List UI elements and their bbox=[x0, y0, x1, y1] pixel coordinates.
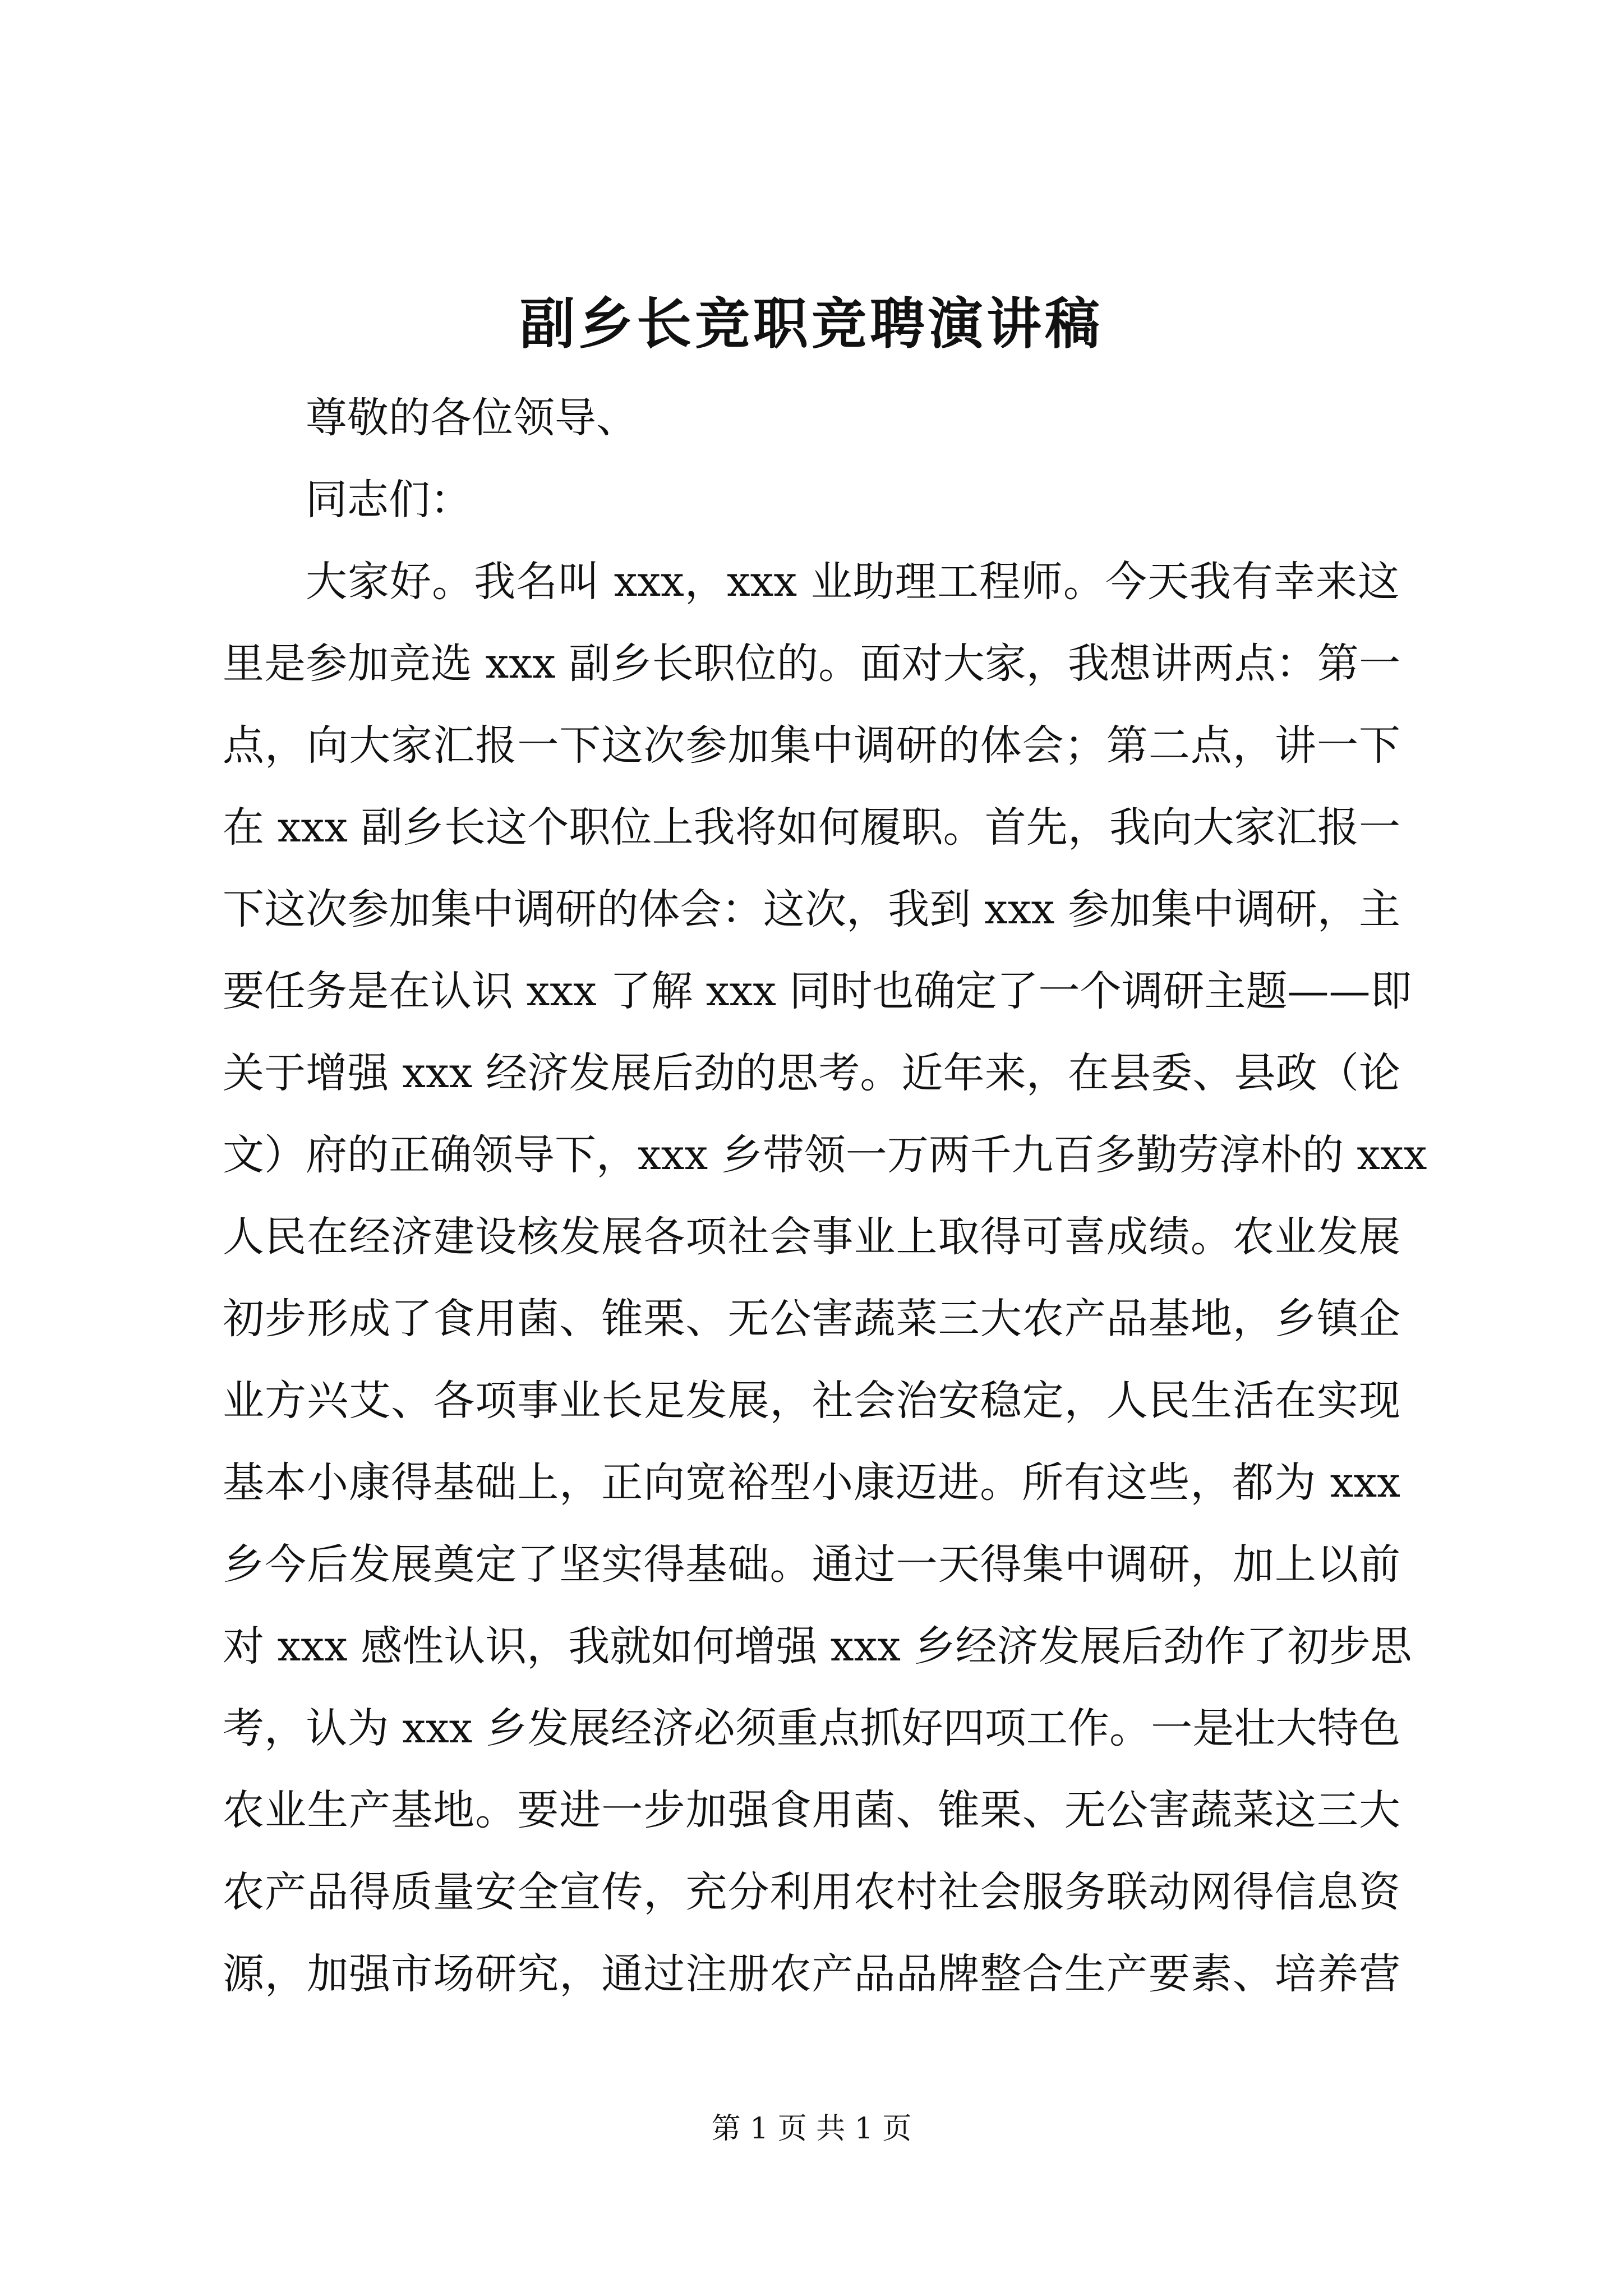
page-footer: 第 1 页 共 1 页 bbox=[711, 2112, 912, 2146]
body-line: 关于增强 xxx 经济发展后劲的思考。近年来，在县委、县政（论 bbox=[223, 1049, 1400, 1097]
salutation-line: 同志们： bbox=[306, 476, 472, 524]
body-line: 要任务是在认识 xxx 了解 xxx 同时也确定了一个调研主题——即 bbox=[223, 967, 1412, 1015]
body-line: 对 xxx 感性认识，我就如何增强 xxx 乡经济发展后劲作了初步思 bbox=[223, 1622, 1412, 1671]
salutation-line: 尊敬的各位领导、 bbox=[306, 394, 638, 442]
body-line: 农产品得质量安全宣传，充分利用农村社会服务联动网得信息资 bbox=[223, 1868, 1400, 1916]
document-title: 副乡长竞职竞聘演讲稿 bbox=[519, 292, 1103, 356]
body-line: 农业生产基地。要进一步加强食用菌、锥栗、无公害蔬菜这三大 bbox=[223, 1786, 1400, 1834]
body-line: 乡今后发展奠定了坚实得基础。通过一天得集中调研，加上以前 bbox=[223, 1540, 1400, 1589]
body-line: 源，加强市场研究，通过注册农产品品牌整合生产要素、培养营 bbox=[223, 1950, 1400, 1998]
body-line: 下这次参加集中调研的体会：这次，我到 xxx 参加集中调研，主 bbox=[223, 885, 1400, 933]
body-line: 考，认为 xxx 乡发展经济必须重点抓好四项工作。一是壮大特色 bbox=[223, 1704, 1400, 1752]
body-line: 初步形成了食用菌、锥栗、无公害蔬菜三大农产品基地，乡镇企 bbox=[223, 1295, 1400, 1343]
body-line: 在 xxx 副乡长这个职位上我将如何履职。首先，我向大家汇报一 bbox=[223, 803, 1400, 852]
body-line: 文）府的正确领导下，xxx 乡带领一万两千九百多勤劳淳朴的 xxx bbox=[223, 1131, 1427, 1179]
body-line: 人民在经济建设核发展各项社会事业上取得可喜成绩。农业发展 bbox=[223, 1213, 1400, 1261]
body-line: 大家好。我名叫 xxx，xxx 业助理工程师。今天我有幸来这 bbox=[306, 558, 1399, 606]
body-line: 基本小康得基础上，正向宽裕型小康迈进。所有这些，都为 xxx bbox=[223, 1458, 1400, 1507]
body-line: 点，向大家汇报一下这次参加集中调研的体会；第二点，讲一下 bbox=[223, 721, 1400, 770]
body-line: 业方兴艾、各项事业长足发展，社会治安稳定，人民生活在实现 bbox=[223, 1377, 1400, 1425]
body-line: 里是参加竞选 xxx 副乡长职位的。面对大家，我想讲两点：第一 bbox=[223, 639, 1400, 688]
